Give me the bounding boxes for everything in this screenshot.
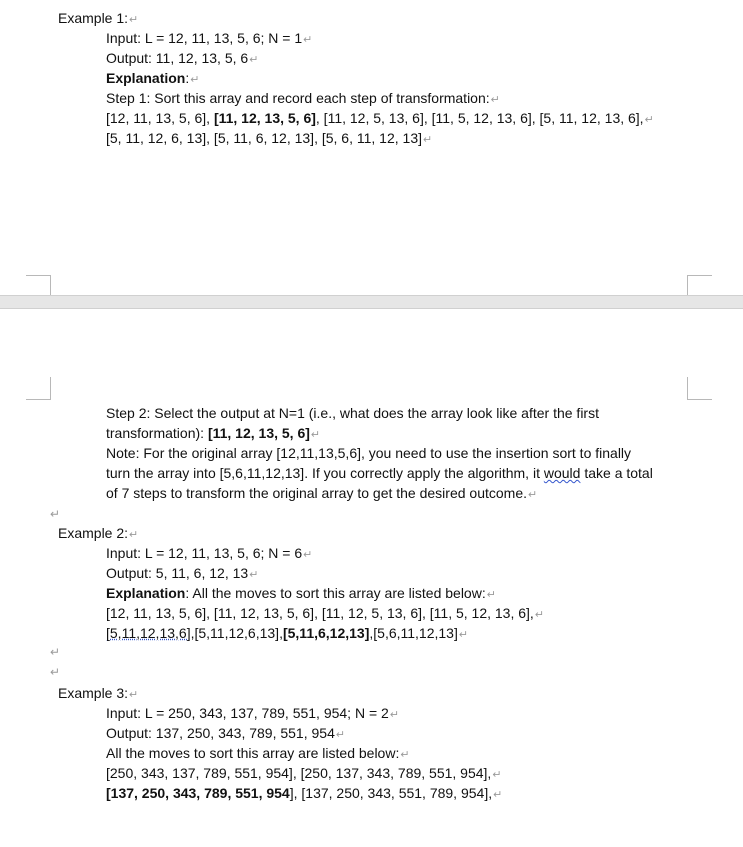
- example-2-heading: Example 2:↵: [58, 525, 139, 541]
- example-2-explanation: Explanation: All the moves to sort this array are listed below:↵: [106, 585, 496, 601]
- paragraph-mark: ↵: [190, 74, 200, 86]
- paragraph-mark: ↵: [492, 769, 502, 781]
- example-2-input: Input: L = 12, 11, 13, 5, 6; N = 6↵: [106, 545, 313, 561]
- empty-paragraph-mark: ↵: [50, 507, 61, 521]
- note-line-3: of 7 steps to transform the original array to get the desired outcome.↵: [106, 485, 538, 501]
- example-2-output: Output: 5, 11, 6, 12, 13↵: [106, 565, 259, 581]
- example-2-array-line-1: [12, 11, 13, 5, 6], [11, 12, 13, 5, 6], [11, 12, 5, 13, 6], [11, 5, 12, 13, 6],↵: [106, 605, 545, 621]
- example-1-input: Input: L = 12, 11, 13, 5, 6; N = 1↵: [106, 30, 313, 46]
- paragraph-mark: ↵: [534, 609, 545, 621]
- page-corner-top-right: [687, 377, 712, 400]
- paragraph-mark: ↵: [458, 629, 469, 641]
- example-3-input: Input: L = 250, 343, 137, 789, 551, 954; N = 2↵: [106, 705, 400, 721]
- document-page-1: [0, 0, 743, 295]
- paragraph-mark: ↵: [644, 114, 654, 126]
- paragraph-mark: ↵: [335, 729, 346, 741]
- grammar-flagged-word[interactable]: would: [543, 465, 581, 481]
- paragraph-mark: ↵: [129, 689, 139, 701]
- page-break-gap: [0, 295, 743, 309]
- example-1-heading: Example 1:↵: [58, 10, 139, 26]
- paragraph-mark: ↵: [303, 34, 313, 46]
- example-3-array-line-2: [137, 250, 343, 789, 551, 954], [137, 250, 343, 551, 789, 954],↵: [106, 785, 503, 801]
- step-2-line-2: transformation): [11, 12, 13, 5, 6]↵: [106, 425, 321, 441]
- paragraph-mark: ↵: [129, 14, 139, 26]
- example-1-array-line-2: [5, 11, 12, 6, 13], [5, 11, 6, 12, 13], [5, 6, 11, 12, 13]↵: [106, 130, 433, 146]
- paragraph-mark: ↵: [310, 429, 321, 441]
- paragraph-mark: ↵: [528, 489, 538, 501]
- paragraph-mark: ↵: [249, 569, 259, 581]
- example-1-explanation: Explanation:↵: [106, 70, 200, 86]
- example-2-array-line-2: [5,11,12,13,6],[5,11,12,6,13],[5,11,6,12,13],[5,6,11,12,13]↵: [106, 625, 469, 641]
- example-3-output: Output: 137, 250, 343, 789, 551, 954↵: [106, 725, 346, 741]
- paragraph-mark: ↵: [486, 589, 496, 601]
- note-line-1: Note: For the original array [12,11,13,5,6], you need to use the insertion sort to finally: [106, 445, 632, 461]
- example-3-array-line-1: [250, 343, 137, 789, 551, 954], [250, 137, 343, 789, 551, 954],↵: [106, 765, 502, 781]
- paragraph-mark: ↵: [129, 529, 139, 541]
- example-3-heading: Example 3:↵: [58, 685, 139, 701]
- paragraph-mark: ↵: [493, 789, 503, 801]
- example-3-moves-intro: All the moves to sort this array are listed below:↵: [106, 745, 410, 761]
- empty-paragraph-mark: ↵: [50, 645, 61, 659]
- document-page-2: [0, 309, 743, 847]
- example-1-step-1: Step 1: Sort this array and record each step of transformation:↵: [106, 90, 500, 106]
- paragraph-mark: ↵: [490, 94, 500, 106]
- paragraph-mark: ↵: [423, 134, 433, 146]
- example-1-array-line-1: [12, 11, 13, 5, 6], [11, 12, 13, 5, 6], [11, 12, 5, 13, 6], [11, 5, 12, 13, 6], [5, 11, 12, 13, 6],↵: [106, 110, 654, 126]
- example-1-output: Output: 11, 12, 13, 5, 6↵: [106, 50, 259, 66]
- paragraph-mark: ↵: [389, 709, 400, 721]
- paragraph-mark: ↵: [400, 749, 410, 761]
- step-2-line-1: Step 2: Select the output at N=1 (i.e., what does the array look like after the first: [106, 405, 599, 421]
- note-line-2: turn the array into [5,6,11,12,13]. If you correctly apply the algorithm, it would take a total: [106, 465, 653, 481]
- paragraph-mark: ↵: [249, 54, 259, 66]
- page-corner-top-left: [26, 377, 51, 400]
- empty-paragraph-mark: ↵: [50, 665, 61, 679]
- paragraph-mark: ↵: [303, 549, 313, 561]
